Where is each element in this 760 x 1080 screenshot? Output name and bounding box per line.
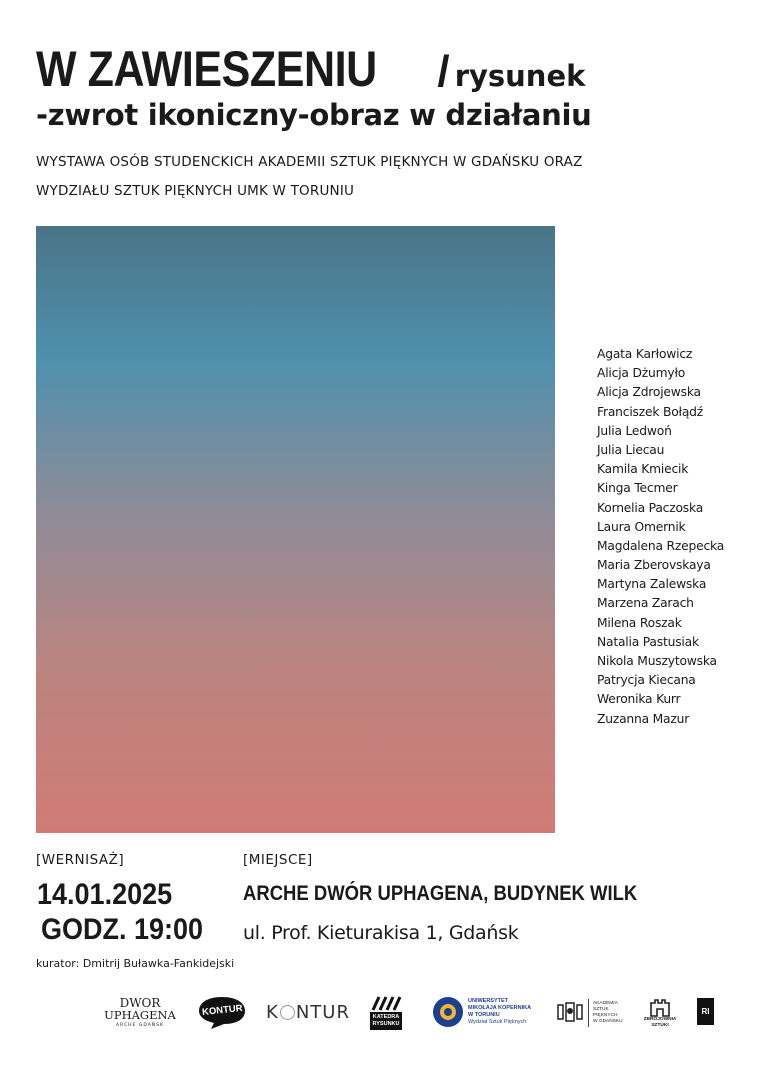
katedra-line2: RYSUNKU (372, 1021, 400, 1027)
artist-name: Agata Karłowicz (597, 347, 693, 361)
dwor-logo-line2: UPHAGENA (104, 1007, 176, 1022)
artist-name: Alicja Zdrojewska (597, 385, 701, 400)
artist-name: Natalia Pastusiak (597, 634, 699, 649)
title-main: W ZAWIESZENIU (36, 41, 377, 97)
asp-line1: AKADEMIA (593, 1001, 618, 1006)
opening-date: 14.01.2025 (37, 878, 173, 911)
kontur-bubble-logo (197, 994, 247, 1030)
asp-line3: PIĘKNYCH (593, 1013, 618, 1018)
kontur-bubble-text: KONTUR (201, 1002, 243, 1019)
zbrojownia-sztuki-logo (640, 995, 680, 1031)
artist-name: Weronika Kurr (597, 692, 681, 707)
artist-name: Kamila Kmiecik (597, 462, 689, 477)
artist-name: Magdalena Rzepecka (597, 538, 725, 553)
castle-icon (649, 997, 671, 1017)
zbrojownia-line1: ZBROJOWNIA (643, 1017, 677, 1022)
opening-time: GODZ. 19:00 (41, 913, 204, 946)
gradient-artwork (36, 226, 555, 833)
katedra-box (370, 1012, 402, 1030)
umk-emblem-icon (432, 996, 464, 1028)
artist-name: Milena Roszak (597, 615, 682, 630)
artist-name: Martyna Zalewska (597, 577, 707, 592)
kontur-k: K (266, 1001, 279, 1023)
exhibition-subtitle: -zwrot ikoniczny-obraz w działaniu (36, 98, 592, 132)
description-line-2: WYDZIAŁU SZTUK PIĘKNYCH UMK W TORUNIU (36, 183, 355, 199)
asp-line2: SZTUK (593, 1007, 609, 1012)
artist-name: Kinga Tecmer (597, 481, 678, 496)
hatch-marks-icon (370, 994, 402, 1012)
location-label: [MIEJSCE] (243, 852, 313, 868)
artist-name: Julia Ledwoń (597, 423, 672, 438)
kontur-rest: NTUR (295, 1001, 350, 1023)
asp-text (593, 1001, 623, 1025)
artist-name: Laura Omernik (597, 519, 686, 534)
kontur-text-logo (265, 1000, 351, 1024)
circle-o-icon (280, 1005, 295, 1020)
asp-gdansk-logo (556, 996, 628, 1030)
venue-name: ARCHE DWÓR UPHAGENA, BUDYNEK WILK (243, 882, 638, 905)
zbrojownia-line2: SZTUKI (651, 1023, 669, 1028)
katedra-line1: KATEDRA (372, 1014, 400, 1020)
artists-list (597, 345, 724, 729)
umk-line2: MIKOŁAJA KOPERNIKA (468, 1005, 532, 1011)
umk-text (468, 998, 531, 1026)
umk-logo (432, 994, 542, 1030)
artist-name: Alicja Dżumyło (597, 366, 686, 381)
curator-credit: kurator: Dmitrij Buławka-Fankidejski (36, 957, 235, 970)
dwor-logo-line1: DWOR (119, 995, 161, 1010)
opening-label: [WERNISAŻ] (36, 852, 125, 868)
exhibition-title (36, 41, 586, 97)
ri-logo: RI (697, 998, 714, 1025)
umk-line3: W TORUNIU (468, 1012, 500, 1018)
title-slash: / (437, 47, 450, 96)
dwor-uphagena-logo (100, 994, 180, 1030)
description-line-1: WYSTAWA OSÓB STUDENCKICH AKADEMII SZTUK PIĘKNYCH W GDAŃSKU ORAZ (36, 154, 583, 170)
title-suffix: rysunek (454, 59, 586, 93)
artist-name: Patrycja Kiecana (597, 673, 696, 688)
venue-address: ul. Prof. Kieturakisa 1, Gdańsk (243, 922, 519, 944)
asp-divider (588, 999, 589, 1027)
artist-name: Kornelia Paczoska (597, 500, 704, 515)
artist-name: Nikola Muszytowska (597, 654, 717, 668)
umk-line1: UNIWERSYTET (468, 998, 509, 1004)
artist-name: Maria Zberovskaya (597, 558, 711, 573)
artist-name: Zuzanna Mazur (597, 711, 690, 726)
artist-name: Marzena Zarach (597, 596, 694, 611)
asp-crest-icon (556, 999, 584, 1027)
artist-name: Franciszek Bołądź (597, 404, 704, 419)
umk-line4: Wydział Sztuk Pięknych (468, 1019, 527, 1025)
dwor-logo-line3: ARCHE GDAŃSK (116, 1022, 164, 1028)
katedra-rysunku-logo (370, 992, 402, 1032)
zbrojownia-text (644, 1017, 677, 1029)
asp-line4: W GDAŃSKU (593, 1019, 623, 1024)
artist-name: Julia Liecau (597, 442, 665, 457)
